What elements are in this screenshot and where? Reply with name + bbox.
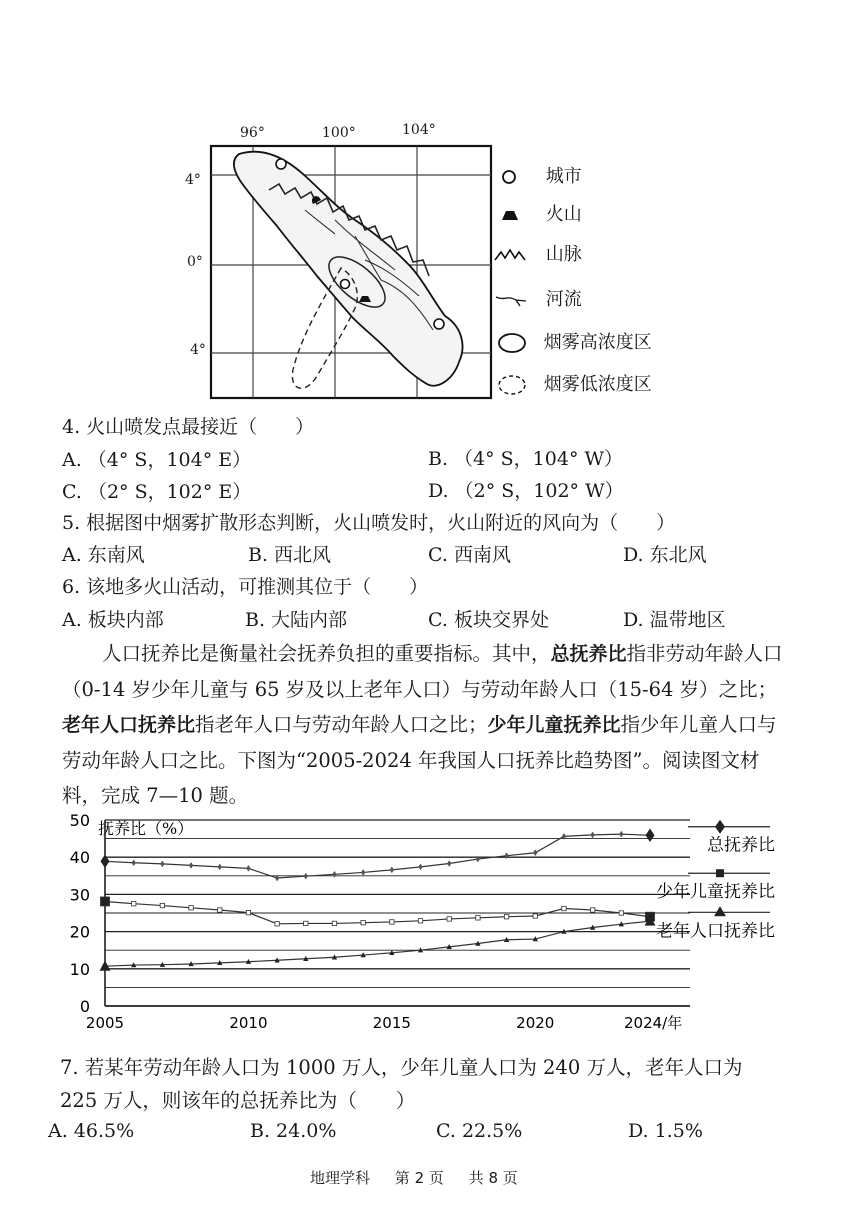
lon-label-100: 100° <box>322 125 356 141</box>
data-point <box>619 911 623 915</box>
question-stem: 7. 若某年劳动年龄人口为 1000 万人，少年儿童人口为 240 万人，老年人口为 <box>60 1056 743 1079</box>
data-point <box>361 869 365 876</box>
data-point <box>447 917 451 921</box>
y-tick-label: 50 <box>70 811 90 830</box>
page-footer <box>310 1167 518 1188</box>
lon-label-104: 104° <box>402 122 436 138</box>
footer-total-pages: 共 8 页 <box>468 1169 518 1187</box>
legend-item-haze-high: 烟雾高浓度区 <box>496 328 652 354</box>
data-point <box>418 864 422 871</box>
haze-high-icon <box>496 332 528 354</box>
legend-marker-square <box>716 869 724 877</box>
data-point <box>160 903 164 907</box>
legend-label: 老年人口抚养比 <box>656 921 775 942</box>
legend-item-volcano: 火山 <box>500 200 582 226</box>
question-stem: 6. 该地多火山活动，可推测其位于（ ） <box>62 576 429 598</box>
data-point <box>504 852 508 859</box>
option-d: D. 东北风 <box>623 544 707 566</box>
data-point <box>304 921 308 925</box>
legend-label: 总抚养比 <box>707 835 775 856</box>
passage-text: 指老年人口与劳动年龄人口之比； <box>195 713 488 736</box>
volcano-icon <box>500 206 520 224</box>
data-point <box>131 859 135 866</box>
data-point <box>590 908 594 912</box>
data-point <box>160 861 164 868</box>
legend-label: 少年儿童抚养比 <box>656 882 775 903</box>
passage-text: 指非劳动年龄人口（0-14 岁少年儿童与 65 岁及以上老年人口）与劳动年龄人口（15-64 岁）之比； <box>62 642 783 701</box>
data-point <box>390 920 394 924</box>
data-point <box>590 832 594 839</box>
option-d: D. （2° S，102° W） <box>428 480 624 502</box>
y-tick-label: 0 <box>79 997 90 1016</box>
x-tick-label: 2024/年 <box>624 1014 683 1032</box>
data-point <box>131 902 135 906</box>
x-tick-label: 2010 <box>229 1014 268 1032</box>
data-point <box>246 910 250 914</box>
legend-marker-triangle <box>714 906 726 916</box>
question-stem-cont: 225 万人，则该年的总抚养比为（ ） <box>60 1089 416 1112</box>
term-total-ratio: 总抚养比 <box>550 643 627 665</box>
data-point <box>304 873 308 880</box>
data-point <box>533 914 537 918</box>
option-c: C. 板块交界处 <box>428 609 549 631</box>
option-b: B. 大陆内部 <box>245 609 348 631</box>
x-tick-label: 2005 <box>85 1014 125 1032</box>
data-point <box>447 860 451 867</box>
legend-item-city: 城市 <box>500 162 582 188</box>
data-point <box>504 915 508 919</box>
data-point <box>533 849 537 856</box>
data-point <box>361 920 365 924</box>
option-a: A. 46.5% <box>48 1120 135 1142</box>
option-c: C. 西南风 <box>428 544 511 566</box>
question-stem: 5. 根据图中烟雾扩散形态判断，火山喷发时，火山附近的风向为（ ） <box>62 512 676 534</box>
option-b: B. 24.0% <box>250 1120 337 1142</box>
reading-passage <box>62 636 792 813</box>
legend-marker-diamond <box>715 820 725 834</box>
option-a: A. （4° S，104° E） <box>62 449 252 471</box>
series-line <box>105 834 650 878</box>
legend-item-mountain: 山脉 <box>494 240 582 266</box>
option-b: B. 西北风 <box>248 544 332 566</box>
legend-item-river: 河流 <box>494 285 582 311</box>
footer-subject: 地理学科 <box>310 1169 371 1187</box>
data-point <box>218 864 222 871</box>
mountain-range-icon <box>494 246 528 264</box>
x-tick-label: 2020 <box>516 1014 555 1032</box>
sumatra-map <box>205 140 495 402</box>
option-c: C. 22.5% <box>436 1120 523 1142</box>
option-a: A. 东南风 <box>62 544 145 566</box>
data-point <box>390 867 394 874</box>
series-line <box>105 921 650 966</box>
data-point <box>101 897 110 906</box>
y-tick-label: 30 <box>70 885 90 905</box>
data-point <box>246 865 250 872</box>
x-tick-label: 2015 <box>372 1014 411 1032</box>
lon-label-96: 96° <box>240 125 265 141</box>
legend-entry <box>656 869 775 902</box>
footer-page-number: 第 2 页 <box>394 1169 444 1187</box>
data-point <box>332 921 336 925</box>
term-elderly-ratio: 老年人口抚养比 <box>62 714 196 736</box>
legend-entry <box>656 906 775 941</box>
data-point <box>218 908 222 912</box>
y-axis-label: 抚养比（%） <box>98 819 194 838</box>
data-point <box>189 862 193 869</box>
data-point <box>562 906 566 910</box>
y-tick-label: 20 <box>70 922 90 942</box>
legend-item-haze-low: 烟雾低浓度区 <box>496 370 652 396</box>
lat-label-4s: 4° <box>190 342 206 358</box>
option-a: A. 板块内部 <box>62 609 164 631</box>
y-tick-label: 40 <box>70 848 90 868</box>
term-youth-ratio: 少年儿童抚养比 <box>487 714 621 736</box>
legend-entry <box>688 820 775 856</box>
river-icon <box>494 291 528 309</box>
data-point <box>189 906 193 910</box>
lat-label-4n: 4° <box>185 172 201 188</box>
option-d: D. 温带地区 <box>623 609 726 631</box>
haze-low-icon <box>496 374 528 396</box>
question-stem: 4. 火山喷发点最接近（ ） <box>62 416 315 438</box>
lat-label-0: 0° <box>187 254 203 270</box>
option-b: B. （4° S，104° W） <box>428 448 624 470</box>
passage-text: 人口抚养比是衡量社会抚养负担的重要指标。其中， <box>102 642 551 665</box>
data-point <box>476 916 480 920</box>
data-point <box>418 919 422 923</box>
passage-text: 指少年儿童人口与劳动年龄人口之比。下图为“2005-2024 年我国人口抚养比趋势图”。阅读图文材料，完成 7—10 题。 <box>62 713 777 807</box>
data-point <box>332 871 336 878</box>
data-point <box>646 829 655 843</box>
city-icon <box>500 168 518 186</box>
option-c: C. （2° S，102° E） <box>62 481 252 503</box>
y-tick-label: 10 <box>70 959 90 979</box>
data-point <box>275 922 279 926</box>
data-point <box>619 831 623 838</box>
series-2 <box>100 915 656 970</box>
series-1 <box>101 897 655 926</box>
dependency-ratio-chart <box>70 808 790 1040</box>
option-d: D. 1.5% <box>628 1120 703 1142</box>
